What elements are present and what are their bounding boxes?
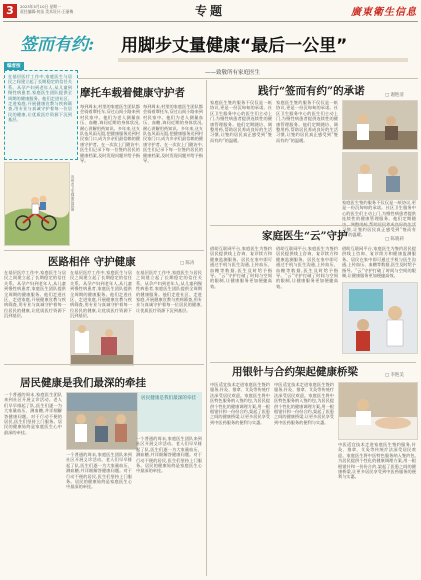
blood-pressure-photo	[343, 153, 417, 199]
article1-body-col2: 每到周末,村里的家庭医生团队都会骑着摩托车,穿过山间小路来到村民家中。他们为老人测量血压、血糖,询问近期的身体状况,耐心讲解用药知识。多年来,这支队伍风雨无阻,把健康服务送到村民家门口,成为乡亲们最信赖的健康守护者。在一次次上门随访中,医生们记录下每一位签约居民的健康档案,及时发现问题并给予指导。	[143, 104, 203, 164]
editor-note-text: 在基层医疗工作中,家庭医生与居民之间建立起了长期稳定的信任关系。从孕产妇到老年人,从儿童到慢性病患者,家庭医生团队提供全周期的健康服务。他们走进社区、走进家庭,开展健康宣教与疾病筛查,用专业与真诚守护着每一位居民的健康,让优质医疗资源下沉到基层。	[8, 74, 72, 123]
article3-byline: □ 陈涛	[180, 261, 195, 266]
article5-body-col3: 一个普通的周末,家庭医生团队来到社区开展义诊活动。老人们早早排起了队,医生们逐一为大家量血压、测血糖,并详细解答健康问题。对于行动不便的居民,医生们坚持上门服务。居民的健康始终是家庭医生心中最深的牵挂。	[136, 436, 202, 474]
header-meta	[20, 4, 73, 14]
article3-body-col1: 在基层医疗工作中,家庭医生与居民之间建立起了长期稳定的信任关系。从孕产妇到老年人,从儿童到慢性病患者,家庭医生团队提供全周期的健康服务。他们走进社区、走进家庭,开展健康宣教与疾病筛查,用专业与真诚守护着每一位居民的健康,让优质医疗资源下沉到基层。	[4, 270, 66, 319]
article3-title: 医路相伴 守护健康	[48, 256, 136, 268]
masthead: 廣東衛生信息	[351, 7, 417, 18]
article6-body-col3: 中医适宜技术走进家庭医生签约服务,针灸、推拿、艾灸等传统疗法深受居民欢迎。家庭医生将中医特色服务纳入签约包,为居民提供个性化的健康调理方案,用一根根银针和一份份合约,架起了医患之间的健康桥梁,让更多居民享受到中医药服务的便利与实惠。	[338, 442, 416, 480]
article5-body-col1: 一个普通的周末,家庭医生团队来到社区开展义诊活动。老人们早早排起了队,医生们逐一为大家量血压、测血糖,并详细解答健康问题。对于行动不便的居民,医生们坚持上门服务。居民的健康始终是家庭医生心中最深的牵挂。	[4, 392, 62, 435]
banner-main-title: 用脚步丈量健康“最后一公里”	[121, 36, 348, 56]
section-label: 专题	[194, 4, 225, 18]
illustration-caption: 连州市卫生健康局供图	[71, 175, 75, 211]
telemedicine-photo	[342, 282, 418, 354]
article4-body-col1: 借助互联网平台,家庭医生为签约居民提供线上咨询、复诊续方和健康监测服务。居民在家中即可通过手机与医生沟通,上传血压、血糖等数据,医生及时给予指导。“云”守护打破了时间与空间的限制,让健康服务更加便捷高效。	[210, 246, 272, 289]
clinic-photo-1	[70, 320, 134, 366]
community-clinic-photo	[66, 392, 138, 450]
editor-credits: 责任编辑:何苗 美术设计:王丽梅	[20, 9, 74, 14]
acupuncture-treatment-photo	[339, 383, 417, 439]
acupuncture-photo	[338, 382, 418, 440]
article3-rule	[4, 364, 204, 365]
article6-body-col1: 中医适宜技术走进家庭医生签约服务,针灸、推拿、艾灸等传统疗法深受居民欢迎。家庭医生将中医特色服务纳入签约包,为居民提供个性化的健康调理方案,用一根根银针和一份份合约,架起了医患之间的健康桥梁,让更多居民享受到中医药服务的便利与实惠。	[210, 382, 270, 425]
outreach-photo	[67, 393, 137, 449]
issue-date: 2023年5月10日 星期一	[20, 4, 61, 9]
home-visit-photo	[343, 101, 417, 149]
article2-title: 践行“签而有约”的承诺	[258, 85, 365, 97]
article3-body-col2: 在基层医疗工作中,家庭医生与居民之间建立起了长期稳定的信任关系。从孕产妇到老年人,从儿童到慢性病患者,家庭医生团队提供全周期的健康服务。他们走进社区、走进家庭,开展健康宣教与疾病筛查,用专业与真诚守护着每一位居民的健康,让优质医疗资源下沉到基层。	[70, 270, 132, 319]
online-consult-photo	[343, 283, 417, 353]
banner-underline	[118, 58, 408, 62]
article6-byline: □ 李艳美	[385, 373, 404, 378]
article5-title: 居民健康是我们最深的牵挂	[20, 377, 146, 389]
article6-title: 用银针与合约架起健康桥梁	[232, 366, 358, 378]
bike-illustration	[4, 162, 70, 246]
article1-body-col1: 每到周末,村里的家庭医生团队都会骑着摩托车,穿过山间小路来到村民家中。他们为老人测量血压、血糖,询问近期的身体状况,耐心讲解用药知识。多年来,这支队伍风雨无阻,把健康服务送到村民家门口,成为乡亲们最信赖的健康守护者。在一次次上门随访中,医生们记录下每一位签约居民的健康档案,及时发现问题并给予指导。	[80, 104, 140, 164]
column-divider	[206, 80, 207, 576]
article2-byline: □ 谢艳清	[385, 93, 404, 98]
article4-title: 家庭医生“云”守护	[262, 230, 348, 242]
article6-body-col2: 中医适宜技术走进家庭医生签约服务,针灸、推拿、艾灸等传统疗法深受居民欢迎。家庭医生将中医特色服务纳入签约包,为居民提供个性化的健康调理方案,用一根根银针和一份份合约,架起了医患之间的健康桥梁,让更多居民享受到中医药服务的便利与实惠。	[274, 382, 334, 425]
header-rule	[3, 21, 418, 22]
banner-subtitle: ——致敬所有家庭医生	[205, 70, 261, 76]
article4-body-col3: 借助互联网平台,家庭医生为签约居民提供线上咨询、复诊续方和健康监测服务。居民在家中即可通过手机与医生沟通,上传血压、血糖等数据,医生及时给予指导。“云”守护打破了时间与空间的限制,让健康服务更加便捷高效。	[342, 246, 416, 279]
article4-byline: □ 陈晓莉	[385, 237, 404, 242]
editor-note-tag: 编者按	[4, 62, 24, 70]
photo-quote-text: 居民健康是我们最深的牵挂	[141, 396, 197, 401]
article5-body-col2: 一个普通的周末,家庭医生团队来到社区开展义诊活动。老人们早早排起了队,医生们逐一为大家量血压、测血糖,并详细解答健康问题。对于行动不便的居民,医生们坚持上门服务。居民的健康始终是家庭医生心中最深的牵挂。	[66, 452, 132, 490]
page-number: 3	[6, 4, 14, 17]
article3-body-col3: 在基层医疗工作中,家庭医生与居民之间建立起了长期稳定的信任关系。从孕产妇到老年人,从儿童到慢性病患者,家庭医生团队提供全周期的健康服务。他们走进社区、走进家庭,开展健康宣教与疾病筛查,用专业与真诚守护着每一位居民的健康,让优质医疗资源下沉到基层。	[136, 270, 202, 313]
article2-rule	[210, 225, 416, 226]
home-visit-photo-1	[342, 100, 418, 150]
doctor-consult-photo	[71, 321, 133, 365]
article2-body-col3: 家庭医生签约服务不仅仅是一纸协议,更是一份沉甸甸的承诺。社区卫生服务中心的医生们主动上门,为慢性病患者提供连续性的健康管理服务。他们定期随 习惯,让签约居民真正感受到“签而有约”的温暖。	[342, 200, 416, 238]
motorbike-drawing	[5, 163, 69, 245]
home-visit-photo-2	[342, 152, 418, 200]
article2-body-col1: 家庭医生签约服务不仅仅是一纸协议,更是一份沉甸甸的承诺。社区卫生服务中心的医生们主动上门,为慢性病患者提供连续性的健康管理服务。他们定期随访、调整用药,帮助居民养成良好的生活习惯,让签约居民真正感受到“签而有约”的温暖。	[210, 100, 272, 143]
banner-script-title: 签而有约:	[20, 35, 95, 55]
article4-rule	[210, 362, 416, 363]
article4-body-col2: 借助互联网平台,家庭医生为签约居民提供线上咨询、复诊续方和健康监测服务。居民在家中即可通过手机与医生沟通,上传血压、血糖等数据,医生及时给予指导。“云”守护打破了时间与空间的限制,让健康服务更加便捷高效。	[276, 246, 338, 289]
article1-title: 摩托车载着健康守护者	[80, 87, 185, 99]
page-number-badge	[3, 4, 17, 18]
article1-rule	[4, 250, 204, 251]
article2-body-col2: 家庭医生签约服务不仅仅是一纸协议,更是一份沉甸甸的承诺。社区卫生服务中心的医生们主动上门,为慢性病患者提供连续性的健康管理服务。他们定期随访、调整用药,帮助居民养成良好的生活习惯,让签约居民真正感受到“签而有约”的温暖。	[276, 100, 338, 143]
